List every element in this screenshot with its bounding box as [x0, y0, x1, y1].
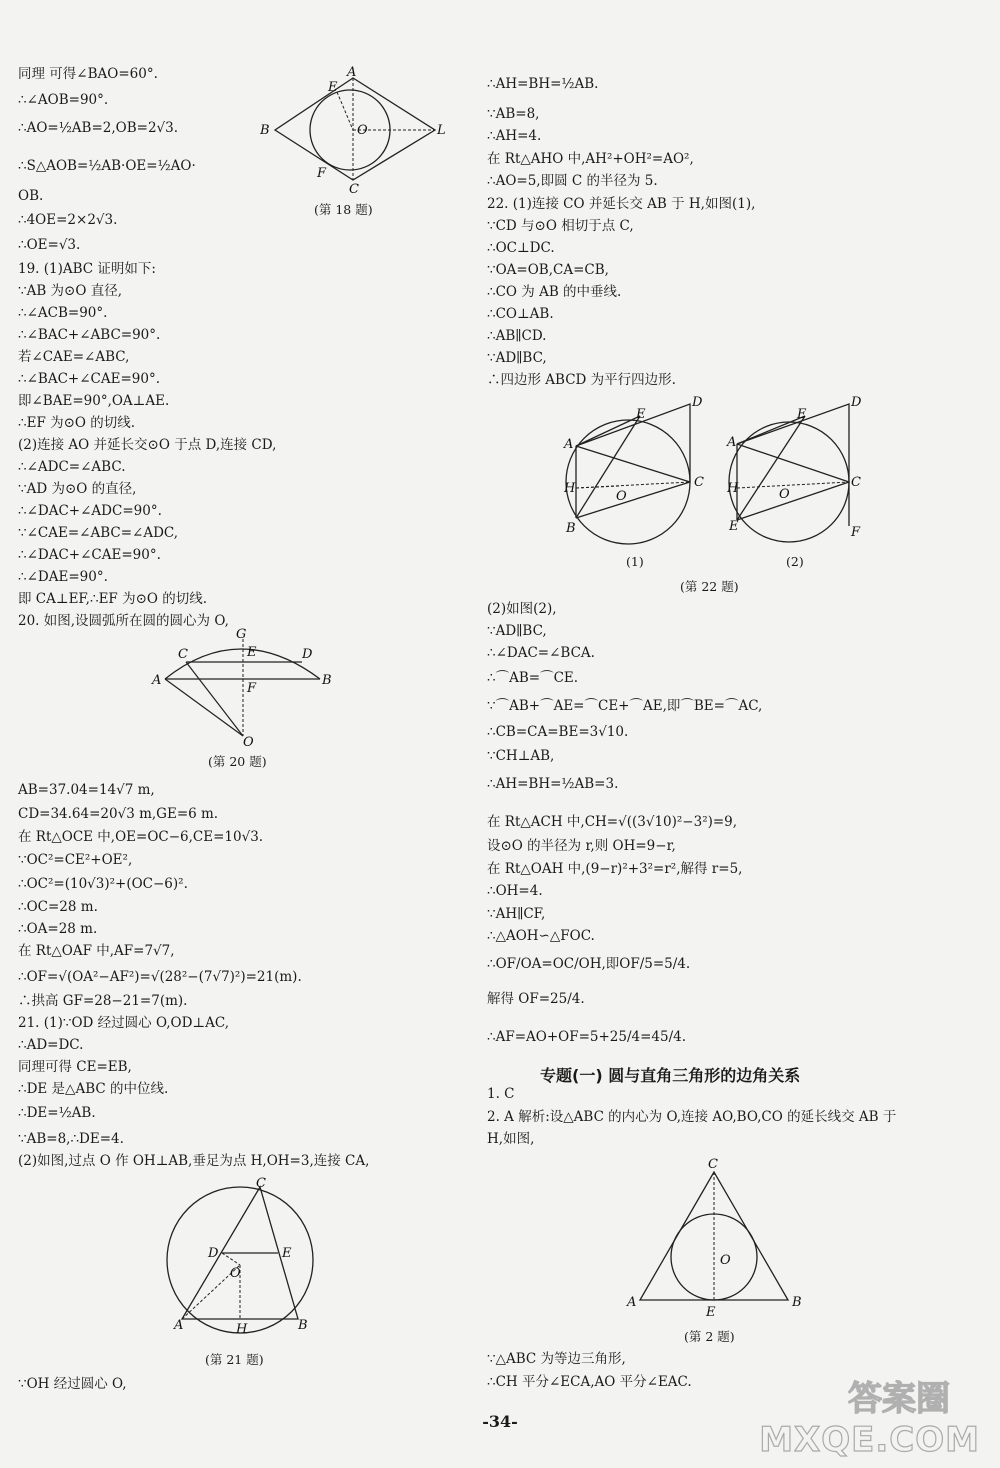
svg-text:B: B: [322, 673, 332, 688]
text-line: (2)连接 AO 并延长交⊙O 于点 D,连接 CD,: [18, 437, 277, 453]
svg-text:D: D: [208, 1246, 219, 1261]
text-line: ∴EF 为⊙O 的切线.: [18, 415, 136, 431]
text-line: ∵OA=OB,CA=CB,: [487, 262, 609, 278]
svg-text:C: C: [708, 1157, 718, 1172]
svg-text:F: F: [317, 166, 327, 181]
text-line: 1. C: [487, 1086, 515, 1102]
text-line: ∴∠ADC=∠ABC.: [18, 459, 126, 475]
text-line: ∴∠ACB=90°.: [18, 305, 108, 321]
text-line: ∴CO⊥AB.: [487, 306, 554, 322]
text-line: ∵AB 为⊙O 直径,: [18, 283, 123, 299]
text-line: 同理可得 CE=EB,: [18, 1059, 132, 1075]
svg-text:D: D: [302, 647, 313, 662]
svg-text:D: D: [692, 396, 703, 410]
text-line: ∴AO=½AB=2,OB=2√3.: [18, 120, 179, 136]
svg-text:L: L: [437, 123, 446, 138]
svg-text:A: A: [727, 435, 737, 450]
text-line: ∴⌒AB=⌒CE.: [487, 670, 579, 686]
text-line: (2)如图,过点 O 作 OH⊥AB,垂足为点 H,OH=3,连接 CA,: [18, 1153, 370, 1169]
text-line: (2)如图(2),: [487, 601, 557, 617]
text-line: ∵AB=8,: [487, 106, 540, 122]
svg-text:O: O: [779, 487, 790, 502]
text-line: 在 Rt△ACH 中,CH=√((3√10)²−3²)=9,: [487, 814, 738, 830]
watermark-url: MXQE.COM: [759, 1420, 980, 1460]
section-title: 专题(一) 圆与直角三角形的边角关系: [540, 1066, 801, 1085]
text-line: 在 Rt△OAH 中,(9−r)²+3²=r²,解得 r=5,: [487, 861, 743, 877]
text-line: OB.: [18, 188, 44, 204]
figure-caption: (2): [786, 554, 804, 569]
text-line: ∵CH⊥AB,: [487, 748, 555, 764]
text-line: ∴OE=√3.: [18, 237, 81, 253]
text-line: ∴DE 是△ABC 的中位线.: [18, 1081, 169, 1097]
figure-caption: (1): [626, 554, 644, 569]
text-line: 若∠CAE=∠ABC,: [18, 349, 130, 365]
text-line: 在 Rt△OAF 中,AF=7√7,: [18, 943, 175, 959]
text-line: ∴CB=CA=BE=3√10.: [487, 724, 629, 740]
text-line: ∴OC⊥DC.: [487, 240, 555, 256]
svg-text:H: H: [564, 481, 576, 496]
text-line: 同理 可得∠BAO=60°.: [18, 66, 158, 82]
svg-text:O: O: [357, 123, 368, 138]
figure-20-diagram: [150, 624, 340, 749]
text-line: 解得 OF=25/4.: [487, 991, 585, 1007]
svg-text:C: C: [256, 1176, 266, 1191]
svg-text:B: B: [260, 123, 270, 138]
svg-text:H: H: [236, 1322, 248, 1337]
svg-text:O: O: [720, 1253, 731, 1268]
text-line: ∴△AOH∽△FOC.: [487, 928, 595, 944]
text-line: ∴四边形 ABCD 为平行四边形.: [487, 372, 676, 388]
svg-text:D: D: [851, 396, 862, 410]
text-line: 设⊙O 的半径为 r,则 OH=9−r,: [487, 838, 676, 854]
text-line: 19. (1)ABC 证明如下:: [18, 261, 156, 277]
svg-text:C: C: [851, 475, 861, 490]
figure-22-1-diagram: [560, 396, 720, 556]
svg-text:A: A: [347, 66, 357, 80]
text-line: 22. (1)连接 CO 并延长交 AB 于 H,如图(1),: [487, 196, 756, 212]
text-line: ∵AD 为⊙O 的直径,: [18, 481, 137, 497]
svg-text:A: A: [564, 437, 574, 452]
text-line: 即∠BAE=90°,OA⊥AE.: [18, 393, 170, 409]
figure-caption: (第 20 题): [208, 754, 267, 769]
svg-text:G: G: [236, 627, 247, 642]
text-line: ∵AB=8,∴DE=4.: [18, 1131, 124, 1147]
svg-text:E: E: [328, 80, 338, 95]
text-line: AB=37.04=14√7 m,: [18, 782, 155, 798]
svg-text:E: E: [636, 407, 646, 422]
text-line: ∵AD∥BC,: [487, 623, 547, 639]
text-line: ∵AD∥BC,: [487, 350, 547, 366]
text-line: ∴DE=½AB.: [18, 1105, 96, 1121]
svg-text:C: C: [349, 182, 359, 197]
text-line: ∴OC=28 m.: [18, 899, 98, 915]
text-line: ∵OC²=CE²+OE²,: [18, 852, 133, 868]
text-line: 在 Rt△OCE 中,OE=OC−6,CE=10√3.: [18, 829, 264, 845]
text-line: ∴CO 为 AB 的中垂线.: [487, 284, 622, 300]
text-line: ∴AH=BH=½AB=3.: [487, 776, 619, 792]
text-line: ∴∠BAC+∠CAE=90°.: [18, 371, 160, 387]
text-line: ∵CD 与⊙O 相切于点 C,: [487, 218, 634, 234]
svg-text:E: E: [706, 1305, 716, 1320]
watermark-logo: 答案圈: [848, 1379, 950, 1419]
svg-text:E: E: [282, 1246, 292, 1261]
text-line: ∴AB∥CD.: [487, 328, 547, 344]
text-line: ∴AF=AO+OF=5+25/4=45/4.: [487, 1029, 687, 1045]
text-line: ∴拱高 GF=28−21=7(m).: [18, 993, 188, 1009]
figure-caption: (第 2 题): [684, 1329, 735, 1344]
text-line: ∴∠DAE=90°.: [18, 569, 108, 585]
text-line: ∴AO=5,即圆 C 的半径为 5.: [487, 173, 658, 189]
text-line: ∴AH=4.: [487, 128, 542, 144]
svg-text:B: B: [566, 521, 576, 536]
svg-text:B: B: [792, 1295, 802, 1310]
svg-text:C: C: [694, 475, 704, 490]
svg-text:E: E: [729, 519, 739, 534]
text-line: 在 Rt△AHO 中,AH²+OH²=AO²,: [487, 151, 694, 167]
svg-text:O: O: [230, 1266, 241, 1281]
text-line: ∴OF/OA=OC/OH,即OF/5=5/4.: [487, 956, 691, 972]
figure-caption: (第 18 题): [314, 202, 373, 217]
figure-18-diagram: [255, 66, 455, 206]
figure-21-diagram: [160, 1175, 330, 1345]
svg-text:E: E: [247, 645, 257, 660]
figure-22-2-diagram: [725, 396, 875, 546]
text-line: ∴∠DAC+∠CAE=90°.: [18, 547, 161, 563]
text-line: ∴4OE=2×2√3.: [18, 212, 118, 228]
svg-text:A: A: [174, 1318, 184, 1333]
text-line: ∴∠BAC+∠ABC=90°.: [18, 327, 161, 343]
figure-caption: (第 22 题): [680, 579, 739, 594]
svg-text:A: A: [152, 673, 162, 688]
svg-text:O: O: [616, 489, 627, 504]
svg-text:H: H: [727, 481, 739, 496]
text-line: ∴AD=DC.: [18, 1037, 84, 1053]
text-line: 21. (1)∵OD 经过圆心 O,OD⊥AC,: [18, 1015, 229, 1031]
text-line: ∴OA=28 m.: [18, 921, 98, 937]
text-line: ∴CH 平分∠ECA,AO 平分∠EAC.: [487, 1374, 692, 1390]
svg-text:O: O: [243, 735, 254, 749]
text-line: ∴∠DAC=∠BCA.: [487, 645, 595, 661]
svg-text:E: E: [797, 407, 807, 422]
page-number: -34-: [482, 1412, 518, 1431]
text-line: ∴AH=BH=½AB.: [487, 76, 599, 92]
text-line: ∵∠CAE=∠ABC=∠ADC,: [18, 525, 179, 541]
text-line: ∴∠DAC+∠ADC=90°.: [18, 503, 162, 519]
text-line: CD=34.64=20√3 m,GE=6 m.: [18, 806, 219, 822]
text-line: 2. A 解析:设△ABC 的内心为 O,连接 AO,BO,CO 的延长线交 AB 于: [487, 1109, 897, 1125]
figure-caption: (第 21 题): [205, 1352, 264, 1367]
text-line: ∴∠AOB=90°.: [18, 92, 109, 108]
text-line: ∵OH 经过圆心 O,: [18, 1376, 127, 1392]
svg-text:B: B: [298, 1318, 308, 1333]
text-line: ∵AH∥CF,: [487, 906, 546, 922]
text-line: ∵⌒AB+⌒AE=⌒CE+⌒AE,即⌒BE=⌒AC,: [487, 698, 763, 714]
text-line: ∴OH=4.: [487, 883, 543, 899]
text-line: ∴S△AOB=½AB·OE=½AO·: [18, 158, 196, 174]
svg-text:C: C: [178, 647, 188, 662]
text-line: ∴OF=√(OA²−AF²)=√(28²−(7√7)²)=21(m).: [18, 969, 302, 985]
text-line: 20. 如图,设圆弧所在圆的圆心为 O,: [18, 613, 229, 629]
figure-2-diagram: [622, 1150, 812, 1320]
svg-text:F: F: [851, 525, 861, 540]
svg-text:F: F: [247, 681, 257, 696]
text-line: ∵△ABC 为等边三角形,: [487, 1351, 626, 1367]
svg-text:A: A: [627, 1295, 637, 1310]
text-line: 即 CA⊥EF,∴EF 为⊙O 的切线.: [18, 591, 208, 607]
text-line: H,如图,: [487, 1131, 535, 1147]
text-line: ∴OC²=(10√3)²+(OC−6)².: [18, 876, 188, 892]
